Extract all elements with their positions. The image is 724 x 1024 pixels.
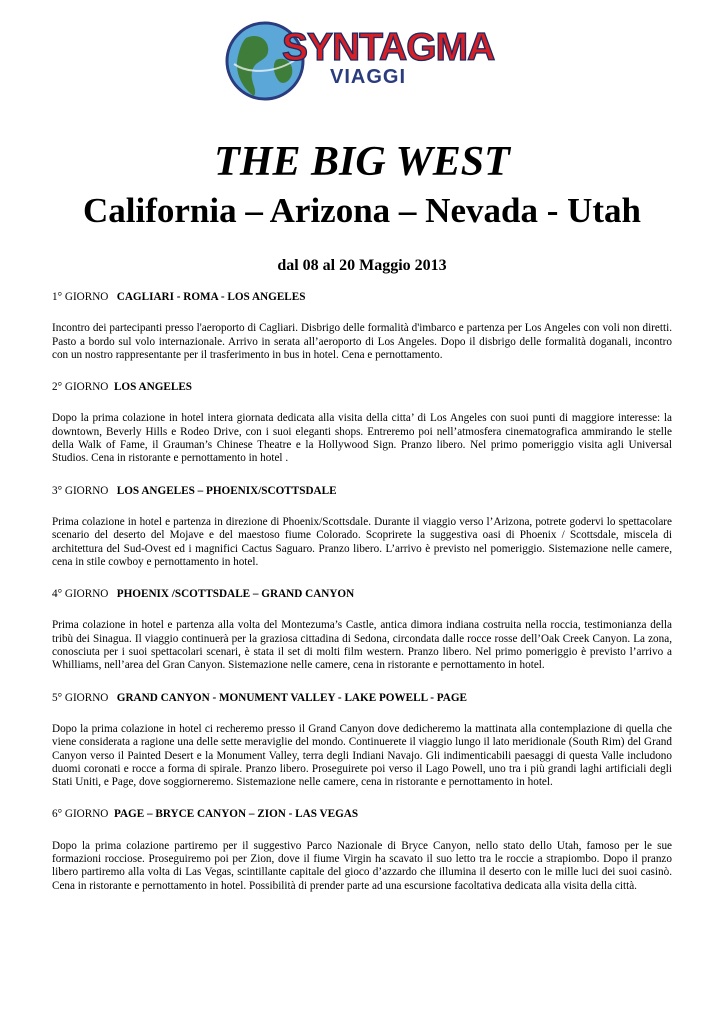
company-logo — [224, 18, 495, 102]
itinerary-day-1 — [52, 291, 672, 362]
day-heading — [52, 588, 672, 601]
day-route: LOS ANGELES — [113, 381, 193, 394]
day-heading — [52, 291, 672, 304]
logo-sub-text: VIAGGI — [330, 66, 407, 88]
day-heading — [52, 485, 672, 498]
day-description: Prima colazione in hotel e partenza alla volta del Montezuma’s Castle, antica dimora indiana costruita nella roccia, testimonianza della tribù dei Sinagua. Il viaggio continuerà per la graziosa cittadina di Sedona, circondata dalle rocce rosse dell’Oak Creek Canyon. La zona, conosciuta per i suoi spettacolari scenari, è stata il set di molti film western. Pranzo libero. Nel primo pomeriggio è previsto l’arrivo a Whilliams, nell’area del Gran Canyon. Sistemazione nelle camere, cena in ristorante e pernottamento in hotel. — [52, 619, 672, 672]
day-route: PAGE – BRYCE CANYON – ZION - LAS VEGAS — [113, 808, 359, 821]
day-heading — [52, 381, 672, 394]
itinerary-day-5 — [52, 692, 672, 790]
itinerary — [52, 291, 672, 912]
itinerary-day-4 — [52, 588, 672, 672]
day-description: Incontro dei partecipanti presso l'aeroporto di Cagliari. Disbrigo delle formalità d'imbarco e partenza per Los Angeles con voli non diretti. Pasto a bordo sul volo internazionale. Arrivo in serata all’aeroporto di Los Angeles. Dopo il disbrigo delle formalità doganali, incontro con un nostro rappresentante per il trasferimento in bus in hotel. Cena e pernottamento. — [52, 322, 672, 361]
logo-brand-text: SYNTAGMA — [282, 26, 495, 69]
day-route: LOS ANGELES – PHOENIX/SCOTTSDALE — [116, 484, 337, 497]
day-heading — [52, 692, 672, 705]
day-number: 2° GIORNO — [52, 381, 109, 394]
day-number: 1° GIORNO — [52, 291, 109, 303]
day-number: 3° GIORNO — [52, 484, 109, 497]
day-description: Dopo la prima colazione in hotel intera giornata dedicata alla visita della citta’ di Los Angeles con suoi punti di maggiore interesse: la downtown, Beverly Hills e Rodeo Drive, con i suoi eleganti shops. Entreremo poi nell’atmosfera cinematografica ammirando le stelle della Walk of Fame, il Grauman’s Chinese Theatre e la Hollywood Sign. Pranzo libero. Nel primo pomeriggio visita agli Universal Studios. Cena in ristorante e pernottamento in hotel . — [52, 412, 672, 465]
itinerary-day-3 — [52, 485, 672, 569]
travel-dates: dal 08 al 20 Maggio 2013 — [277, 257, 447, 274]
itinerary-day-2 — [52, 381, 672, 465]
day-number: 4° GIORNO — [52, 588, 109, 601]
page-title: THE BIG WEST — [214, 139, 510, 185]
day-number: 6° GIORNO — [52, 808, 109, 821]
day-heading — [52, 808, 672, 821]
page-subtitle: California – Arizona – Nevada - Utah — [82, 191, 642, 230]
day-description: Dopo la prima colazione partiremo per il suggestivo Parco Nazionale di Bryce Canyon, nello stato dello Utah, famoso per le sue formazioni rocciose. Proseguiremo poi per Zion, dove il fiume Virgin ha scavato il suo letto tra le roccie a strapiombo. Dopo il pranzo libero partiremo alla volta di Las Vegas, scintillante capitale del gioco d’azzardo che illumina il deserto con le mille luci dei suoi casinò. Cena in ristorante e pernottamento in hotel. Possibilità di prender parte ad una escursione facoltativa dedicata alla visita della città. — [52, 839, 672, 892]
day-route: PHOENIX /SCOTTSDALE – GRAND CANYON — [116, 588, 355, 601]
day-route: CAGLIARI - ROMA - LOS ANGELES — [116, 291, 306, 303]
day-number: 5° GIORNO — [52, 691, 109, 704]
itinerary-day-6 — [52, 808, 672, 892]
day-route: GRAND CANYON - MONUMENT VALLEY - LAKE POWELL - PAGE — [116, 691, 468, 704]
day-description: Dopo la prima colazione in hotel ci recheremo presso il Grand Canyon dove dedicheremo la mattinata alla contemplazione di quella che viene considerata a ragione una delle sette meraviglie del mondo. Continuerete il viaggio lungo il lato meridionale (South Rim) del Grand Canyon verso il Painted Desert e la Monument Valley, terra degli Indiani Navajo. Gli indimenticabili paesaggi di questa Valle includono duomi coronati e rocce a forma di spirale. Pranzo libero. Proseguirete poi verso il Lago Powell, uno tra i più grandi laghi artificiali degli Stati Uniti, e Page, dove soggiorneremo. Sistemazione nelle camere, cena in ristorante e pernottamento in hotel. — [52, 722, 672, 789]
day-description: Prima colazione in hotel e partenza in direzione di Phoenix/Scottsdale. Durante il viaggio verso l’Arizona, potrete godervi lo spettacolare scenario del deserto del Mojave e del maestoso fiume Colorado. Scoprirete la suggestiva oasi di Phoenix / Scottsdale, miscela di architettura del Sud-Ovest ed i magnifici Cactus Saguaro. Pranzo libero. L’arrivo è previsto nel pomeriggio. Sistemazione nelle camere, cena in stile cowboy e pernottamento in hotel. — [52, 515, 672, 568]
